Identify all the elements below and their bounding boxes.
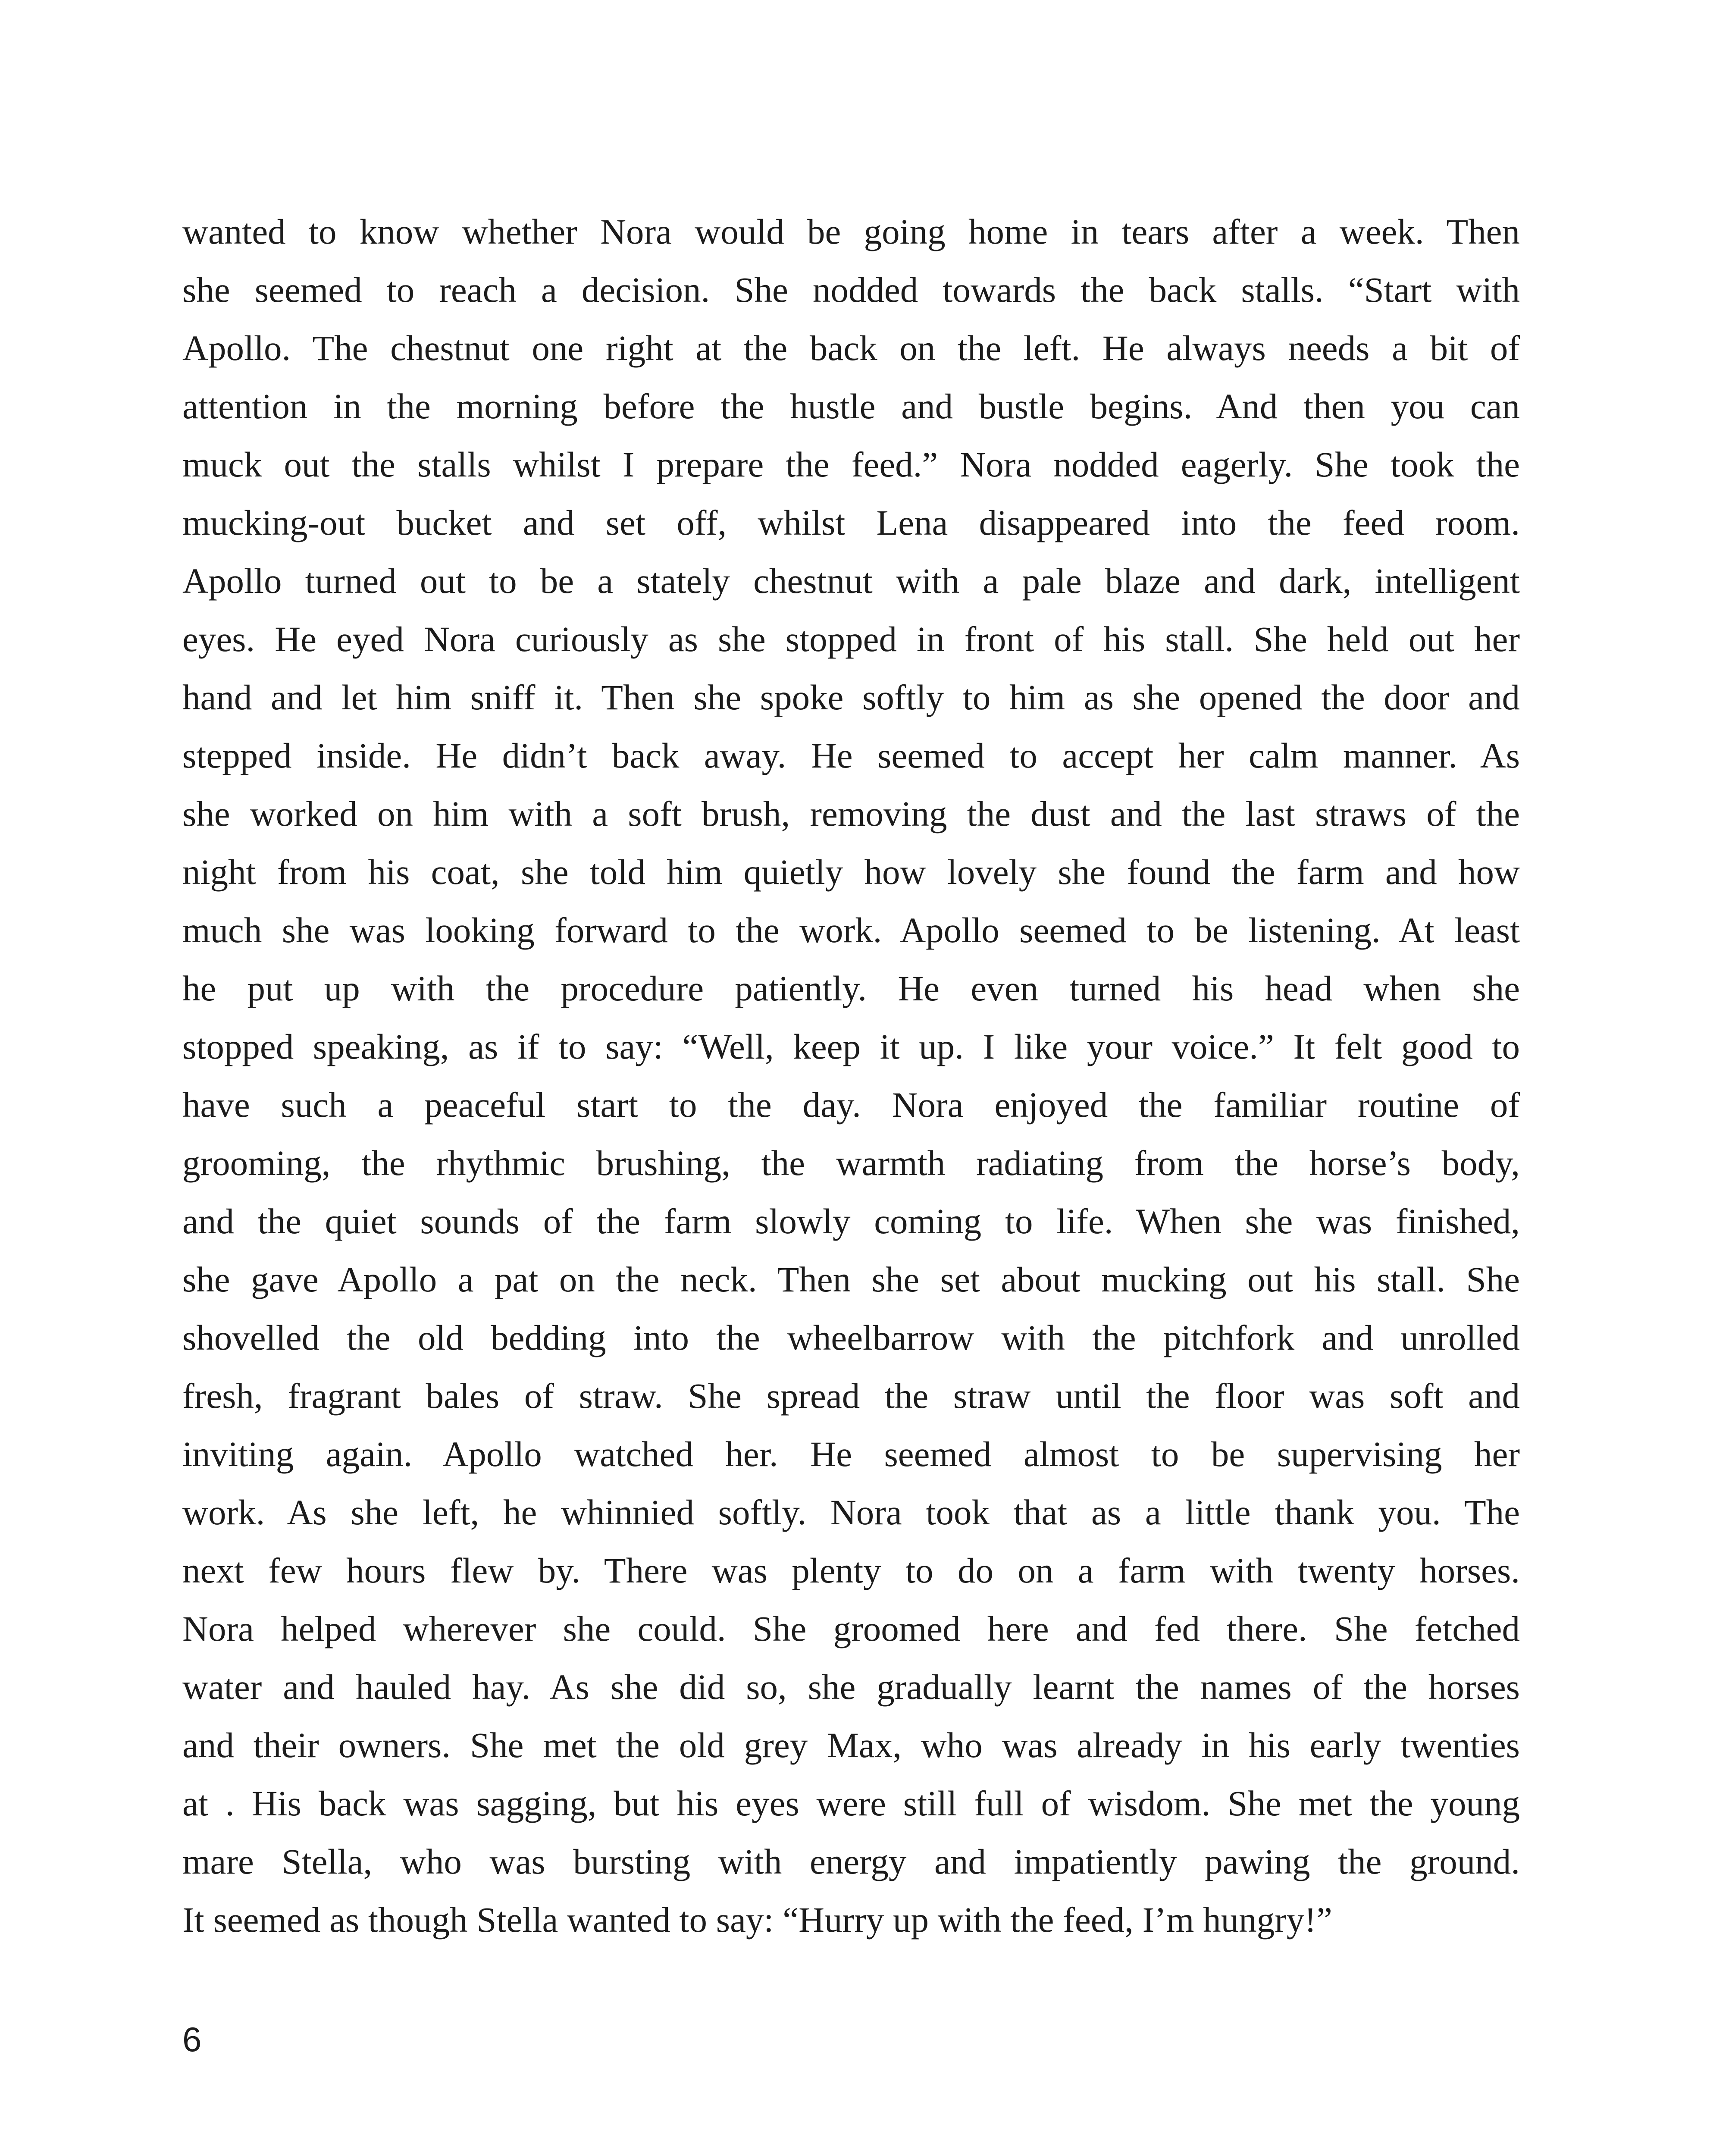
text-line: grooming, the rhythmic brushing, the warmth radiating from the horse’s body, xyxy=(182,1143,1520,1183)
text-line: night from his coat, she told him quietly how lovely she found the farm and how xyxy=(182,852,1520,892)
text-line: work. As she left, he whinnied softly. Nora took that as a little thank you. The xyxy=(182,1492,1520,1532)
text-line: Apollo. The chestnut one right at the back on the left. He always needs a bit of xyxy=(182,328,1520,368)
text-line: stepped inside. He didn’t back away. He seemed to accept her calm manner. As xyxy=(182,736,1520,775)
text-line: water and hauled hay. As she did so, she gradually learnt the names of the horses xyxy=(182,1667,1520,1707)
body-text xyxy=(182,203,1520,1949)
text-line: at . His back was sagging, but his eyes were still full of wisdom. She met the young xyxy=(182,1783,1520,1823)
text-line: she gave Apollo a pat on the neck. Then she set about mucking out his stall. She xyxy=(182,1260,1520,1299)
text-line: eyes. He eyed Nora curiously as she stopped in front of his stall. She held out her xyxy=(182,619,1520,659)
page-number: 6 xyxy=(182,2020,202,2059)
text-line: next few hours flew by. There was plenty to do on a farm with twenty horses. xyxy=(182,1551,1520,1590)
text-line: and the quiet sounds of the farm slowly coming to life. When she was finished, xyxy=(182,1201,1520,1241)
text-line: fresh, fragrant bales of straw. She spread the straw until the floor was soft and xyxy=(182,1376,1520,1416)
text-line: she seemed to reach a decision. She nodded towards the back stalls. “Start with xyxy=(182,270,1520,310)
text-line: Nora helped wherever she could. She groomed here and fed there. She fetched xyxy=(182,1609,1520,1648)
text-line: shovelled the old bedding into the wheelbarrow with the pitchfork and unrolled xyxy=(182,1318,1520,1357)
text-line: mucking-out bucket and set off, whilst Lena disappeared into the feed room. xyxy=(182,503,1520,542)
text-line: have such a peaceful start to the day. Nora enjoyed the familiar routine of xyxy=(182,1085,1520,1125)
text-line: stopped speaking, as if to say: “Well, keep it up. I like your voice.” It felt good to xyxy=(182,1027,1520,1066)
text-line: inviting again. Apollo watched her. He seemed almost to be supervising her xyxy=(182,1434,1520,1474)
text-line: Apollo turned out to be a stately chestnut with a pale blaze and dark, intelligent xyxy=(182,561,1520,601)
text-line: mare Stella, who was bursting with energy and impatiently pawing the ground. xyxy=(182,1842,1520,1881)
text-line: wanted to know whether Nora would be going home in tears after a week. Then xyxy=(182,212,1520,251)
text-line: and their owners. She met the old grey Max, who was already in his early twenties xyxy=(182,1725,1520,1765)
text-line: attention in the morning before the hustle and bustle begins. And then you can xyxy=(182,386,1520,426)
text-line: muck out the stalls whilst I prepare the feed.” Nora nodded eagerly. She took the xyxy=(182,445,1520,484)
text-line: he put up with the procedure patiently. He even turned his head when she xyxy=(182,968,1520,1008)
text-line: It seemed as though Stella wanted to say: “Hurry up with the feed, I’m hungry!” xyxy=(182,1900,1332,1940)
text-line: much she was looking forward to the work. Apollo seemed to be listening. At least xyxy=(182,910,1520,950)
text-line: she worked on him with a soft brush, removing the dust and the last straws of the xyxy=(182,794,1520,834)
text-line: hand and let him sniff it. Then she spoke softly to him as she opened the door and xyxy=(182,677,1520,717)
